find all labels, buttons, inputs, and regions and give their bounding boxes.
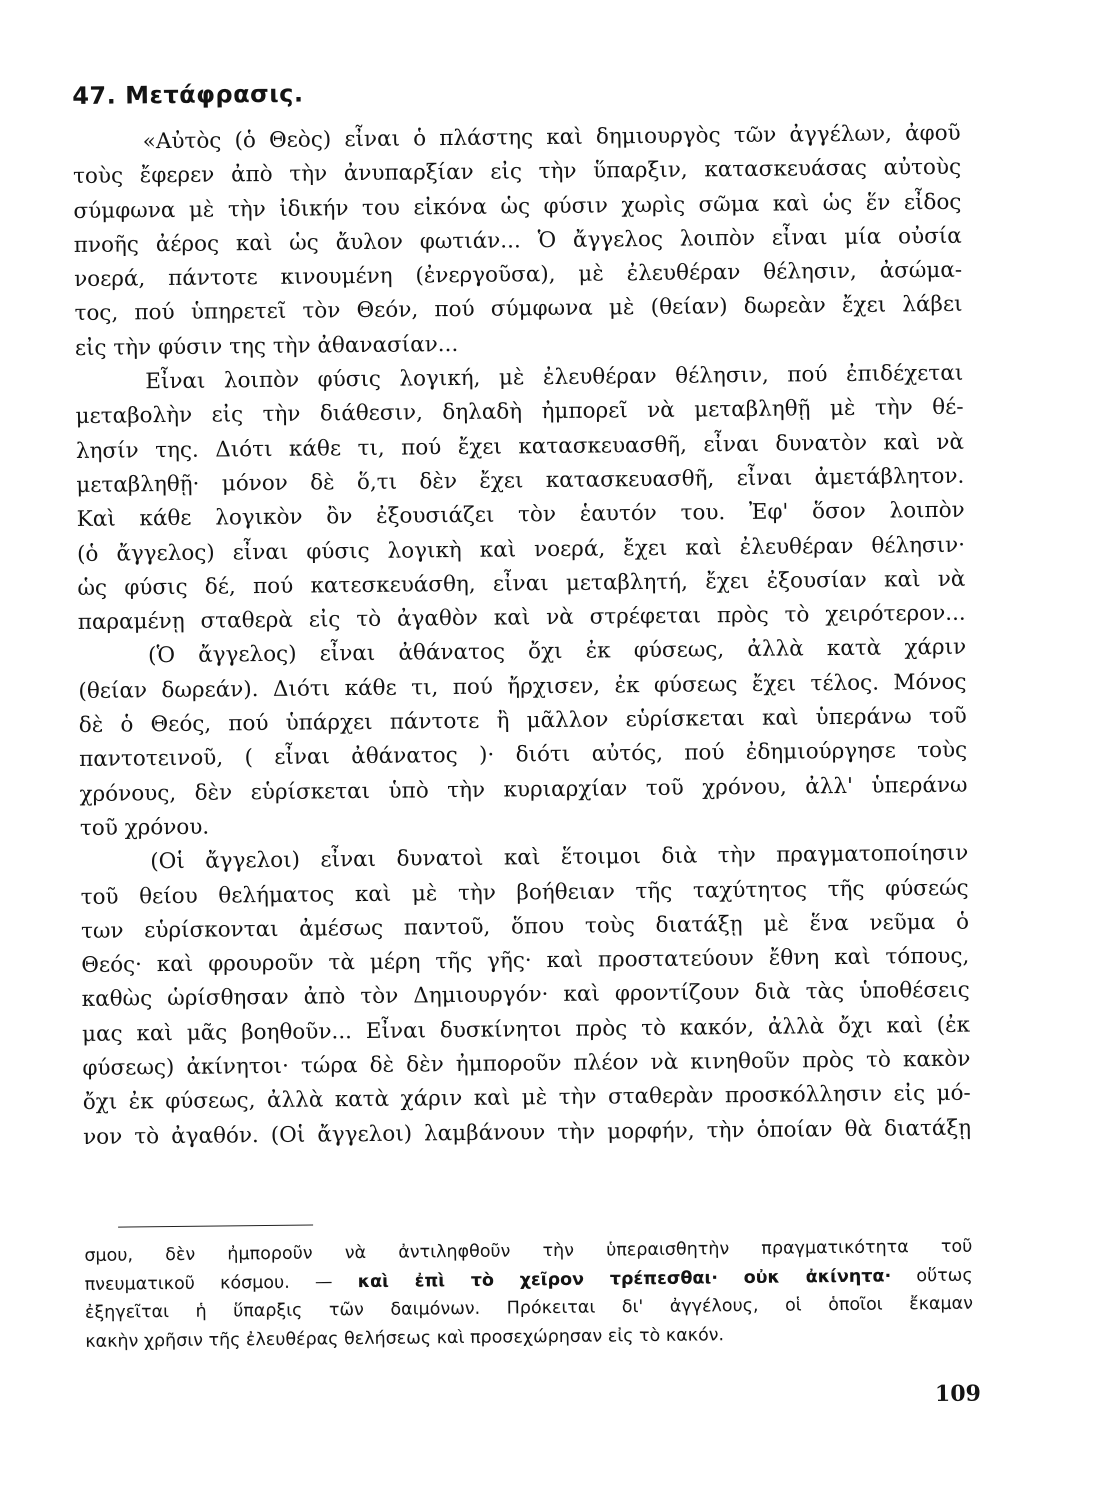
text-line: (ὁ ἄγγελος) εἶναι φύσις λογικὴ καὶ νοερά, ἔχει καὶ ἐλευθέραν θέλησιν· [76, 532, 966, 567]
body-text [73, 117, 972, 1155]
text-line: τοῦ χρόνου. [79, 814, 210, 841]
footnote-line: σμου, δὲν ἠμποροῦν νὰ ἀντιληφθοῦν τὴν ὑπεραισθητὴν πραγματικότητα τοῦ [84, 1236, 973, 1266]
text-line: (Οἱ ἄγγελοι) εἶναι δυνατοὶ καὶ ἕτοιμοι διὰ τὴν πραγματοποίησιν [150, 840, 969, 875]
text-line: μας καὶ μᾶς βοηθοῦν... Εἶναι δυσκίνητοι πρὸς τὸ κακόν, ἀλλὰ ὄχι καὶ (ἐκ [81, 1012, 971, 1047]
text-line: Εἶναι λοιπὸν φύσις λογική, μὲ ἐλευθέραν θέλησιν, πού ἐπιδέχεται [145, 360, 964, 395]
text-line: νοερά, πάντοτε κινουμένη (ἐνεργοῦσα), μὲ ἐλευθέραν θέλησιν, ἀσώμα- [74, 257, 963, 293]
text-line: Θεός· καὶ φρουροῦν τὰ μέρη τῆς γῆς· καὶ προστατεύουν ἔθνη καὶ τόπους, [81, 943, 970, 979]
text-line: ὡς φύσις δέ, πού κατεσκευάσθη, εἶναι μεταβλητή, ἔχει ἐξουσίαν καὶ νὰ [77, 566, 966, 601]
text-line: μεταβολὴν εἰς τὴν διάθεσιν, δηλαδὴ ἠμπορεῖ νὰ μεταβληθῇ μὲ τὴν θέ- [75, 395, 964, 430]
text-line: των εὑρίσκονται ἀμέσως παντοῦ, ὅπου τοὺς διατάξῃ μὲ ἕνα νεῦμα ὁ [80, 909, 970, 944]
text-line: «Αὐτὸς (ὁ Θεὸς) εἶναι ὁ πλάστης καὶ δημιουργὸς τῶν ἀγγέλων, ἀφοῦ [142, 120, 961, 155]
text-line: παραμένῃ σταθερὰ εἰς τὸ ἀγαθὸν καὶ νὰ στρέφεται πρὸς τὸ χειρότερον... [77, 600, 966, 636]
text-line: ὄχι ἐκ φύσεως, ἀλλὰ κατὰ χάριν καὶ μὲ τὴν σταθερὰν προσκόλλησιν εἰς μό- [82, 1080, 971, 1116]
text-line: τοῦ θείου θελήματος καὶ μὲ τὴν βοήθειαν τῆς ταχύτητος τῆς φύσεώς [80, 875, 969, 910]
footnote [84, 1233, 973, 1356]
text-line: (Ὁ ἄγγελος) εἶναι ἀθάνατος ὄχι ἐκ φύσεως, ἀλλὰ κατὰ χάριν [147, 635, 967, 669]
text-line: παντοτεινοῦ, ( εἶναι ἀθάνατος )· διότι αὐτός, πού ἐδημιούργησε τοὺς [79, 738, 968, 773]
text-line: εἰς τὴν φύσιν της τὴν ἀθανασίαν... [74, 331, 459, 361]
section-heading: 47. Μετάφρασις. [72, 79, 304, 110]
text-line: τος, πού ὑπηρετεῖ τὸν Θεόν, πού σύμφωνα μὲ (θείαν) δωρεὰν ἔχει λάβει [74, 292, 963, 327]
footnote-line: κακὴν χρῆσιν τῆς ἐλευθέρας θελήσεως καὶ προσεχώρησαν εἰς τὸ κακόν. [85, 1324, 725, 1352]
text-line: σύμφωνα μὲ τὴν ἰδικήν του εἰκόνα ὡς φύσιν χωρὶς σῶμα καὶ ὡς ἕν εἶδος [73, 189, 962, 224]
text-line: πνοῆς ἀέρος καὶ ὡς ἄυλον φωτιάν... Ὁ ἄγγελος λοιπὸν εἶναι μία οὐσία [73, 223, 962, 258]
text-line: λησίν της. Διότι κάθε τι, πού ἔχει κατασκευασθῆ, εἶναι δυνατὸν καὶ νὰ [75, 429, 965, 464]
footnote-text: οὕτως [891, 1265, 973, 1286]
text-line: χρόνους, δὲν εὑρίσκεται ὑπὸ τὴν κυριαρχίαν τοῦ χρόνου, ἀλλ' ὑπεράνω [79, 772, 968, 807]
text-line: μεταβληθῇ· μόνον δὲ ὅ,τι δὲν ἔχει κατασκευασθῆ, εἶναι ἀμετάβλητον. [76, 463, 965, 498]
text-line: τοὺς ἔφερεν ἀπὸ τὴν ἀνυπαρξίαν εἰς τὴν ὕπαρξιν, κατασκευάσας αὐτοὺς [72, 154, 962, 190]
footnote-quote: καὶ ἐπὶ τὸ χεῖρον τρέπεσθαι· οὐκ ἀκίνητα· [357, 1265, 892, 1292]
footnote-divider [118, 1225, 313, 1228]
text-line: νον τὸ ἀγαθόν. (Οἱ ἄγγελοι) λαμβάνουν τὴν μορφήν, τὴν ὁποίαν θὰ διατάξῃ [83, 1115, 972, 1150]
page-number: 109 [934, 1380, 982, 1408]
text-line: Καὶ κάθε λογικὸν ὂν ἐξουσιάζει τὸν ἑαυτόν του. Ἐφ' ὅσον λοιπὸν [76, 497, 965, 533]
text-line: δὲ ὁ Θεός, πού ὑπάρχει πάντοτε ἢ μᾶλλον εὑρίσκεται καὶ ὑπεράνω τοῦ [78, 703, 967, 739]
text-line: φύσεως) ἀκίνητοι· τώρα δὲ δὲν ἠμποροῦν πλέον νὰ κινηθοῦν πρὸς τὸ κακὸν [82, 1046, 971, 1081]
text-line: καθὼς ὡρίσθησαν ἀπὸ τὸν Δημιουργόν· καὶ φροντίζουν διὰ τὰς ὑποθέσεις [81, 978, 970, 1013]
book-page [72, 63, 982, 1472]
footnote-text: πνευματικοῦ κόσμου. — [84, 1271, 358, 1295]
footnote-line: ἐξηγεῖται ἡ ὕπαρξις τῶν δαιμόνων. Πρόκειται δι' ἀγγέλους, οἱ ὁποῖοι ἔκαμαν [84, 1293, 974, 1323]
text-line: (θείαν δωρεάν). Διότι κάθε τι, πού ἤρχισεν, ἐκ φύσεως ἔχει τέλος. Μόνος [78, 669, 967, 704]
